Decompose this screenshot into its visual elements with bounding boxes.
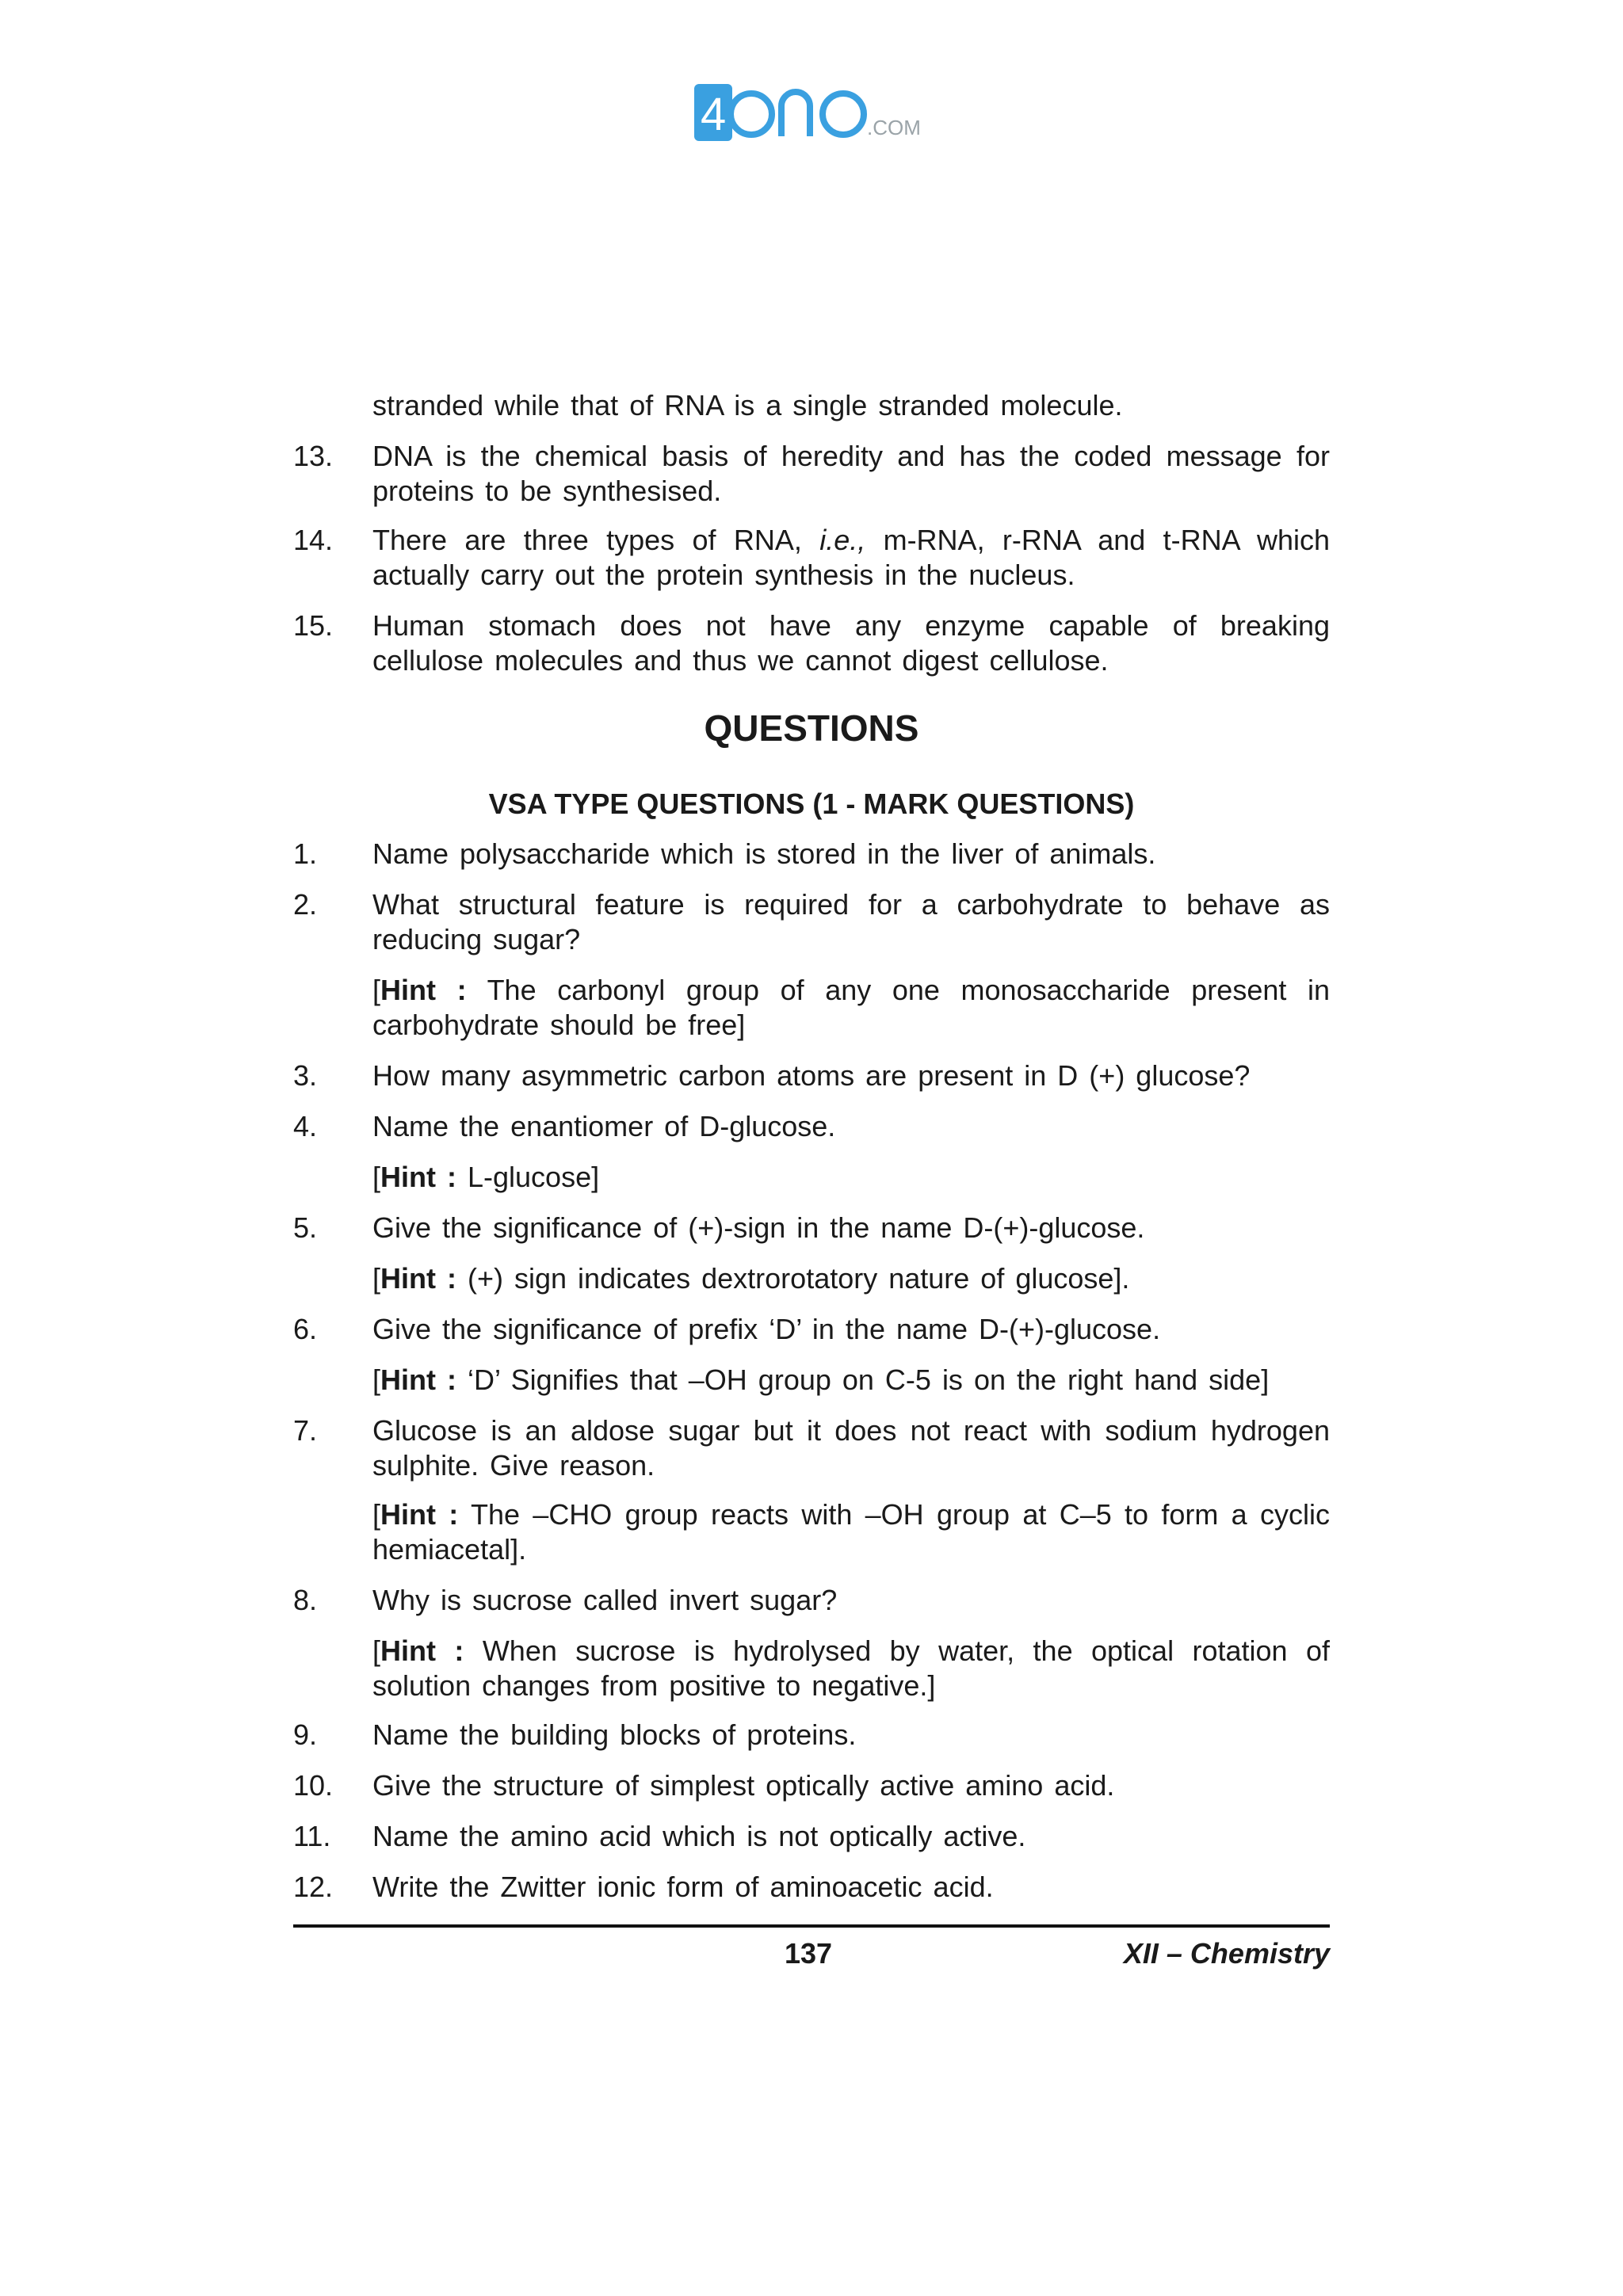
fact-number: 14.	[293, 524, 334, 556]
page-number: 137	[785, 1937, 833, 1970]
question-text: Write the Zwitter ionic form of aminoacetic acid.	[372, 1871, 994, 1903]
hint-text: [Hint : ‘D’ Signifies that –OH group on C-5 is on the right hand side]	[372, 1363, 1270, 1396]
section-title: QUESTIONS	[704, 707, 919, 749]
question-number: 4.	[293, 1110, 318, 1142]
question-number: 7.	[293, 1414, 318, 1447]
question-text: Give the significance of prefix ‘D’ in the name D-(+)-glucose.	[372, 1313, 1161, 1345]
svg-text:4: 4	[701, 89, 727, 140]
question-text: Give the structure of simplest optically active amino acid.	[372, 1769, 1115, 1802]
question-text: Name the building blocks of proteins.	[372, 1718, 857, 1751]
question-number: 11.	[293, 1820, 331, 1852]
question-number: 3.	[293, 1059, 318, 1092]
question-text: Why is sucrose called invert sugar?	[372, 1584, 838, 1616]
subsection-title: VSA TYPE QUESTIONS (1 - MARK QUESTIONS)	[488, 788, 1135, 820]
fact-number: 13.	[293, 440, 334, 472]
footer-rule	[293, 1924, 1330, 1928]
question-text: Name polysaccharide which is stored in the liver of animals.	[372, 837, 1156, 870]
question-text: How many asymmetric carbon atoms are present in D (+) glucose?	[372, 1059, 1251, 1092]
question-number: 5.	[293, 1211, 318, 1244]
question-text: Name the amino acid which is not optically active.	[372, 1820, 1026, 1852]
fact-text: DNA is the chemical basis of heredity and has the coded message for proteins to be synthesised.	[372, 440, 1330, 507]
question-number: 10.	[293, 1769, 334, 1802]
question-number: 6.	[293, 1313, 318, 1345]
question-text: Glucose is an aldose sugar but it does not react with sodium hydrogen sulphite. Give reason.	[372, 1414, 1330, 1482]
question-number: 2.	[293, 888, 318, 921]
carryover-text: stranded while that of RNA is a single stranded molecule.	[372, 389, 1123, 421]
logo-suffix: .COM	[867, 116, 921, 139]
site-logo	[694, 82, 924, 144]
hint-text: [Hint : The carbonyl group of any one monosaccharide present in carbohydrate should be free]	[372, 974, 1330, 1041]
question-text: Give the significance of (+)-sign in the name D-(+)-glucose.	[372, 1211, 1145, 1244]
hint-text: [Hint : L-glucose]	[372, 1161, 600, 1193]
fact-text: Human stomach does not have any enzyme capable of breaking cellulose molecules and thus we cannot digest cellulose.	[372, 609, 1330, 677]
question-number: 8.	[293, 1584, 318, 1616]
question-number: 1.	[293, 837, 318, 870]
question-text: Name the enantiomer of D-glucose.	[372, 1110, 836, 1142]
fact-text: There are three types of RNA, i.e., m-RNA, r-RNA and t-RNA which actually carry out the protein synthesis in the nucleus.	[372, 524, 1331, 591]
hint-text: [Hint : (+) sign indicates dextrorotatory nature of glucose].	[372, 1262, 1130, 1295]
fact-number: 15.	[293, 609, 334, 642]
question-text: What structural feature is required for a carbohydrate to behave as reducing sugar?	[372, 888, 1330, 955]
question-number: 12.	[293, 1871, 334, 1903]
hint-text: [Hint : When sucrose is hydrolysed by water, the optical rotation of solution changes from positive to negative.]	[372, 1634, 1331, 1702]
hint-text: [Hint : The –CHO group reacts with –OH group at C–5 to form a cyclic hemiacetal].	[372, 1498, 1331, 1566]
question-number: 9.	[293, 1718, 318, 1751]
footer-subject: XII – Chemistry	[1123, 1937, 1330, 1970]
